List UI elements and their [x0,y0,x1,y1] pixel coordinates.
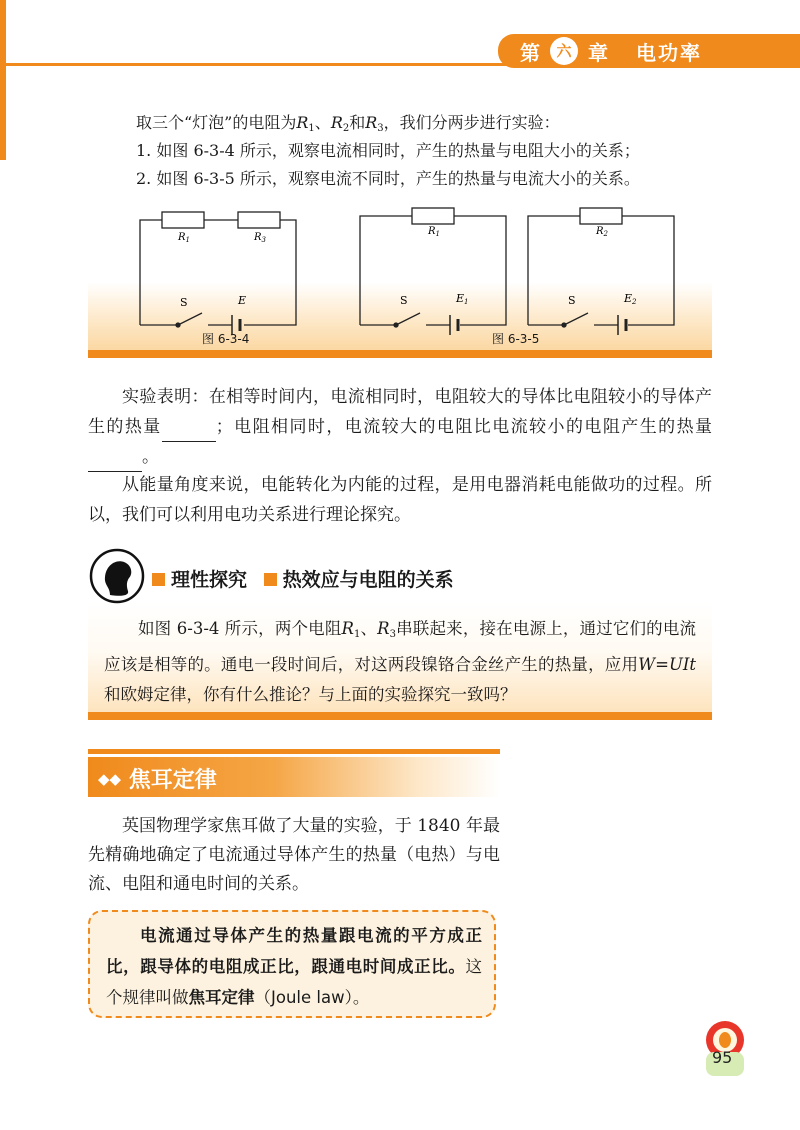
intro-line-1: 取三个“灯泡”的电阻为$R_1$、$R_2$和$R_3$，我们分两步进行实验： [136,113,560,134]
left-margin-rule [0,0,6,160]
intro-line-2: 1. 如图 6-3-4 所示，观察电流相同时，产生的热量与电阻大小的关系； [136,141,640,160]
diamond-icon: ◆◆ [98,770,122,788]
label-r3: $R_3$ [254,232,266,244]
caption-6-3-5: 图 6-3-5 [492,332,540,346]
chapter-number-badge: 六 [550,37,578,65]
inquiry-title: 热效应与电阻的关系 [282,569,454,591]
label-r1: $R_1$ [428,226,440,238]
section-heading [98,763,217,794]
label-battery-e2: E2 [624,292,637,306]
chapter-header [498,34,800,68]
intro-line-3: 2. 如图 6-3-5 所示，观察电流不同时，产生的热量与电流大小的关系。 [136,169,640,188]
chapter-suffix: 章 [588,40,608,65]
chapter-prefix: 第 [520,40,540,65]
inquiry-heading [152,565,454,592]
label-switch: S [180,296,188,309]
section-rule [88,749,500,754]
energy-paragraph: 从能量角度来说，电能转化为内能的过程，是用电器消耗电能做功的过程。所以，我们可以利用电功关系进行理论探究。 [88,475,712,525]
label-battery: E [238,294,247,307]
caption-6-3-4: 图 6-3-4 [202,332,250,346]
chapter-title: 电功率 [636,40,702,65]
circuit-figure-6-3-5-a [350,200,510,340]
label-r2: $R_2$ [596,226,608,238]
law-term: 焦耳定律 [188,988,255,1007]
law-text: 电流通过导体产生的热量跟电流的平方成正比，跟导体的电阻成正比，跟通电时间成正比。这个规律叫做焦耳定律（Joule law）。 [106,926,482,1007]
joule-paragraph: 英国物理学家焦耳做了大量的实验，于 1840 年最先精确地确定了电流通过导体产生的热量（电热）与电流、电阻和通电时间的关系。 [88,816,500,894]
inquiry-rule [88,712,712,720]
section-title: 焦耳定律 [128,768,217,793]
circuit-figure-6-3-5-b [518,200,678,340]
inquiry-label: 理性探究 [171,569,248,591]
label-r1: $R_1$ [178,232,190,244]
label-switch: S [568,294,576,307]
figure-rule [88,350,712,358]
experiment-conclusion: 实验表明：在相等时间内，电流相同时，电阻较大的导体比电阻较小的导体产生的热量 ；电阻相同时，电流较大的电阻比电流较小的电阻产生的热量。 [88,382,712,472]
head-silhouette-icon [88,547,146,605]
label-battery-e1: E1 [456,292,469,306]
answer-blank-1[interactable] [162,423,216,442]
page-number: 95 [712,1048,733,1067]
circuit-figure-6-3-4 [120,200,320,340]
label-switch: S [400,294,408,307]
inquiry-text: 如图 6-3-4 所示，两个电阻$R_1$、$R_3$串联起来，接在电源上，通过它们的电流应该是相等的。通电一段时间后，对这两段镍铬合金丝产生的热量，应用W=UIt和欧姆定律，你有什么推论？与上面的实验探究一致吗？ [104,619,697,704]
